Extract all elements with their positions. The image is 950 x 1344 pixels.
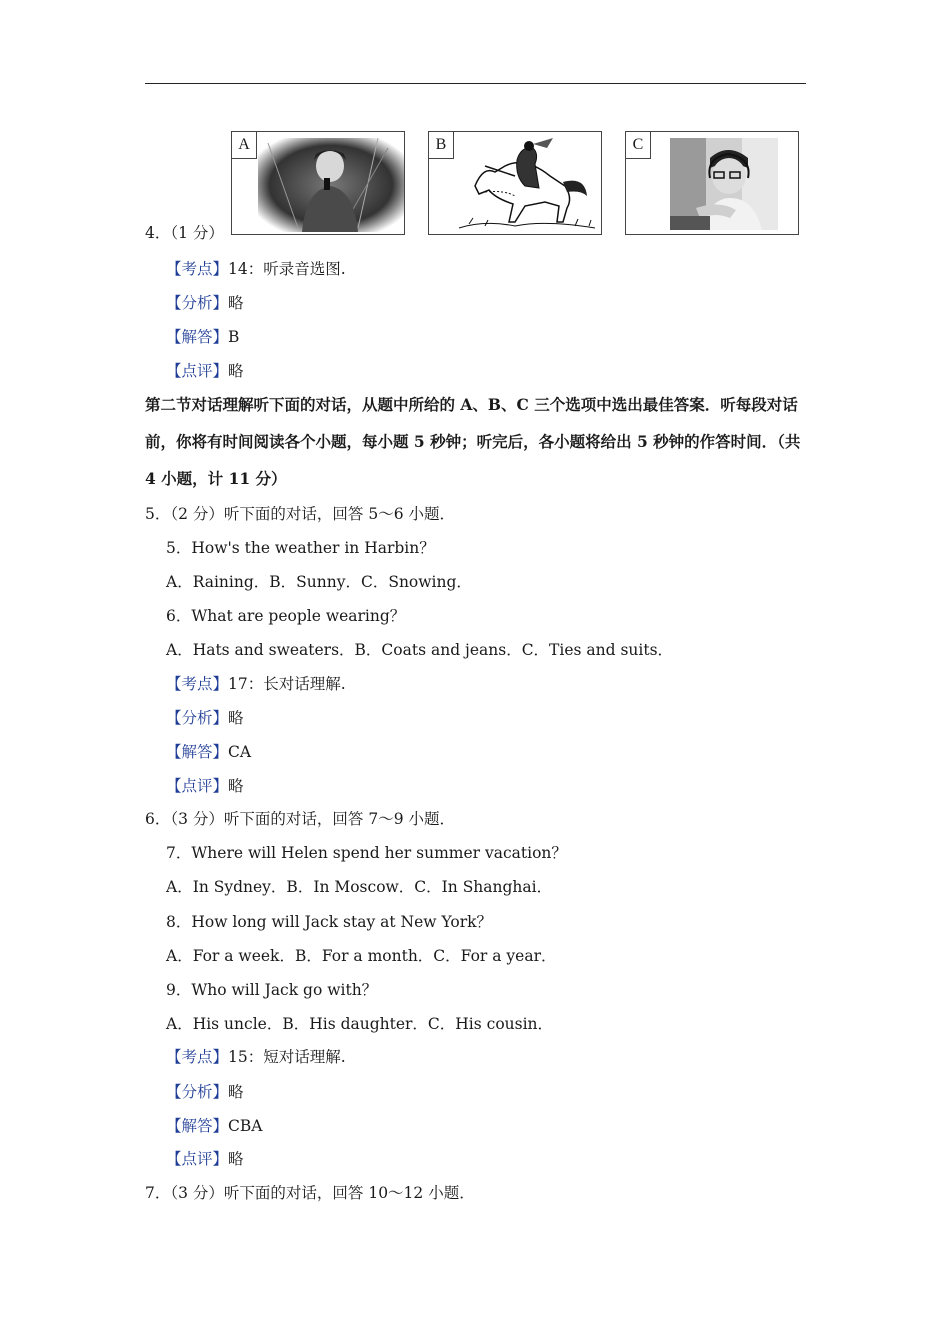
jieda-tag: 【解答】	[166, 1117, 229, 1135]
jieda-tag: 【解答】	[166, 743, 229, 761]
dianping-text: 略	[228, 362, 244, 380]
fenxi-tag: 【分析】	[166, 709, 229, 727]
q6-sub3: 9．Who will Jack go with？	[166, 981, 378, 999]
q6-sub3-options: A．His uncle．B．His daughter．C．His cousin．	[166, 1015, 554, 1033]
q5-sub2-options: A．Hats and sweaters．B．Coats and jeans．C．Ties and suits．	[166, 641, 674, 659]
q5-dianping	[166, 776, 244, 796]
kaodian-tag: 【考点】	[166, 675, 229, 693]
fenxi-tag: 【分析】	[166, 294, 229, 312]
q5-kaodian	[166, 674, 346, 694]
option-b-box	[428, 131, 602, 235]
q4-jieda	[166, 327, 239, 347]
q7-title: 7．（3 分）听下面的对话，回答 10～12 小题．	[145, 1184, 475, 1202]
q5-fenxi	[166, 708, 244, 728]
q5-sub1-options: A．Raining．B．Sunny．C．Snowing．	[166, 573, 472, 591]
q6-jieda	[166, 1116, 262, 1136]
q4-fenxi	[166, 293, 244, 313]
option-b-letter: B	[428, 131, 454, 159]
dianping-tag: 【点评】	[166, 1150, 229, 1168]
knight-on-horse-drawing	[455, 136, 601, 232]
jieda-text: CBA	[228, 1117, 263, 1135]
jieda-tag: 【解答】	[166, 328, 229, 346]
header-rule	[145, 83, 806, 84]
kaodian-tag: 【考点】	[166, 1048, 229, 1066]
q4-dianping	[166, 361, 244, 381]
q6-sub2: 8．How long will Jack stay at New York？	[166, 913, 492, 931]
jieda-text: B	[228, 328, 240, 346]
q6-sub2-options: A．For a week．B．For a month．C．For a year．	[166, 947, 557, 965]
kaodian-text: 14：听录音选图.	[228, 260, 346, 278]
q4-title: 4．（1 分）	[145, 224, 224, 242]
q6-sub1-options: A．In Sydney．B．In Moscow．C．In Shanghai．	[166, 878, 553, 896]
q6-fenxi	[166, 1082, 244, 1102]
option-c-box	[625, 131, 799, 235]
jieda-text: CA	[228, 743, 252, 761]
option-a-letter: A	[231, 131, 257, 159]
q6-sub1: 7．Where will Helen spend her summer vacation？	[166, 844, 567, 862]
fenxi-text: 略	[228, 1083, 244, 1101]
picture-options	[231, 131, 811, 241]
q6-dianping	[166, 1149, 244, 1169]
q6-kaodian	[166, 1047, 346, 1067]
fenxi-text: 略	[228, 294, 244, 312]
dianping-tag: 【点评】	[166, 362, 229, 380]
option-a-box	[231, 131, 405, 235]
kaodian-tag: 【考点】	[166, 260, 229, 278]
boy-with-headphones-photo	[670, 138, 778, 230]
dianping-text: 略	[228, 1150, 244, 1168]
fenxi-text: 略	[228, 709, 244, 727]
kaodian-text: 17：长对话理解.	[228, 675, 346, 693]
section2-instructions: 第二节对话理解听下面的对话，从题中所给的 A、B、C 三个选项中选出最佳答案．听每段对话前，你将有时间阅读各个小题，每小题 5 秒钟；听完后，各小题将给出 5 秒钟的作答时间．（共 4 小题，计 11 分）	[145, 395, 801, 488]
kaodian-text: 15：短对话理解.	[228, 1048, 346, 1066]
q5-sub2: 6．What are people wearing？	[166, 607, 406, 625]
singer-photo	[258, 138, 404, 232]
q5-sub1: 5．How's the weather in Harbin？	[166, 539, 435, 557]
q5-title: 5．（2 分）听下面的对话，回答 5～6 小题．	[145, 505, 455, 523]
dianping-text: 略	[228, 777, 244, 795]
q4-kaodian	[166, 259, 346, 279]
dianping-tag: 【点评】	[166, 777, 229, 795]
q6-title: 6．（3 分）听下面的对话，回答 7～9 小题．	[145, 810, 455, 828]
q5-jieda	[166, 742, 251, 762]
option-c-letter: C	[625, 131, 651, 159]
fenxi-tag: 【分析】	[166, 1083, 229, 1101]
